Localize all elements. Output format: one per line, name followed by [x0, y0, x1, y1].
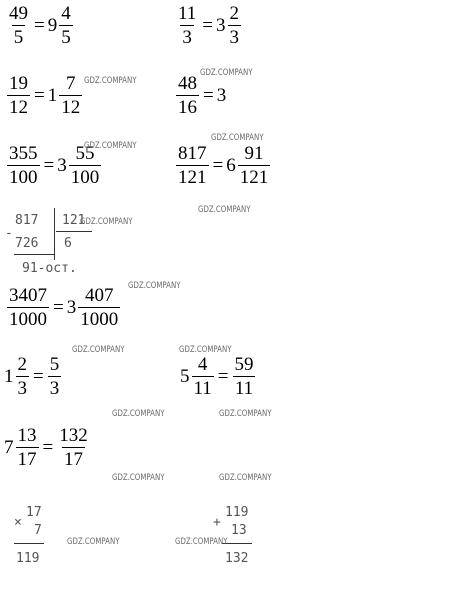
watermark: GDZ.COMPANY	[219, 409, 272, 419]
fraction: $\frac{13}{17}$	[17, 425, 37, 470]
fraction: $\frac{2}{3}$	[17, 354, 27, 399]
fraction: $\frac{817}{121}$	[178, 143, 207, 188]
fraction: $\frac{4}{11}$	[193, 354, 212, 399]
watermark: GDZ.COMPANY	[211, 133, 264, 143]
addition-top-number: 119	[225, 505, 249, 520]
division-bar-horizontal	[56, 231, 92, 232]
division-quotient: 6	[64, 236, 72, 251]
watermark: GDZ.COMPANY	[175, 537, 228, 547]
addition-result: 132	[225, 551, 249, 566]
watermark: GDZ.COMPANY	[219, 473, 272, 483]
fraction: $\frac{407}{1000}$	[80, 285, 119, 330]
division-subtraction-line	[14, 254, 54, 255]
whole-part: 1	[47, 85, 58, 106]
watermark: GDZ.COMPANY	[67, 537, 120, 547]
equation-8	[4, 355, 62, 398]
fraction: $\frac{3407}{1000}$	[9, 285, 47, 330]
division-bar-vertical	[54, 208, 55, 260]
equals-sign: =	[202, 15, 214, 36]
fraction: $\frac{59}{11}$	[234, 354, 254, 399]
whole-part: 9	[47, 15, 58, 36]
equation-6	[175, 144, 271, 187]
multiplication-top-number: 17	[26, 505, 42, 520]
fraction: $\frac{19}{12}$	[9, 73, 28, 118]
addition-bottom-number: 13	[231, 523, 247, 538]
whole-part: 5	[180, 366, 190, 387]
equals-sign: =	[217, 366, 229, 387]
division-dividend: 817	[15, 213, 39, 228]
multiplication-result-line	[14, 543, 44, 544]
watermark: GDZ.COMPANY	[128, 281, 181, 291]
whole-part: 1	[4, 366, 14, 387]
fraction: $\frac{55}{100}$	[70, 143, 100, 188]
multiplication-result: 119	[16, 551, 40, 566]
equals-sign: =	[53, 297, 64, 318]
fraction: $\frac{355}{100}$	[9, 143, 38, 188]
addition-sign: +	[213, 515, 221, 530]
watermark: GDZ.COMPANY	[200, 68, 253, 78]
division-remainder-note: 91-ост.	[22, 261, 77, 276]
watermark: GDZ.COMPANY	[72, 345, 125, 355]
division-divisor: 121	[62, 213, 86, 228]
fraction: $\frac{7}{12}$	[61, 73, 81, 118]
whole-part: 3	[57, 155, 67, 176]
fraction: $\frac{2}{3}$	[229, 3, 240, 48]
fraction: $\frac{91}{121}$	[239, 143, 269, 188]
fraction: $\frac{5}{3}$	[49, 354, 60, 399]
watermark: GDZ.COMPANY	[80, 217, 133, 227]
watermark: GDZ.COMPANY	[112, 473, 165, 483]
equation-7	[6, 286, 121, 329]
equals-sign: =	[212, 155, 224, 176]
division-minus-sign: -	[5, 226, 13, 241]
fraction: $\frac{11}{3}$	[178, 3, 197, 48]
watermark: GDZ.COMPANY	[84, 141, 137, 151]
watermark: GDZ.COMPANY	[84, 76, 137, 86]
multiplication-bottom-number: 7	[34, 523, 42, 538]
watermark: GDZ.COMPANY	[179, 345, 232, 355]
whole-part: 7	[4, 437, 14, 458]
fraction: $\frac{48}{16}$	[178, 73, 197, 118]
equals-sign: =	[43, 155, 55, 176]
equation-3	[6, 74, 83, 117]
whole-part: 3	[216, 85, 227, 106]
equals-sign: =	[42, 437, 54, 458]
equals-sign: =	[203, 85, 214, 106]
equation-2	[175, 4, 242, 47]
equation-4	[175, 74, 227, 117]
equals-sign: =	[34, 15, 45, 36]
watermark: GDZ.COMPANY	[112, 409, 165, 419]
fraction: $\frac{4}{5}$	[61, 3, 71, 48]
whole-part: 3	[216, 15, 226, 36]
whole-part: 6	[226, 155, 236, 176]
division-subtrahend: 726	[15, 236, 39, 251]
whole-part: 3	[66, 297, 77, 318]
equals-sign: =	[33, 366, 44, 387]
equals-sign: =	[34, 85, 45, 106]
fraction: $\frac{49}{5}$	[9, 3, 28, 48]
multiplication-sign: ×	[14, 515, 22, 530]
fraction: $\frac{132}{17}$	[59, 425, 88, 470]
equation-10	[4, 426, 91, 469]
equation-1	[6, 4, 74, 47]
watermark: GDZ.COMPANY	[198, 205, 251, 215]
equation-9	[180, 355, 257, 398]
